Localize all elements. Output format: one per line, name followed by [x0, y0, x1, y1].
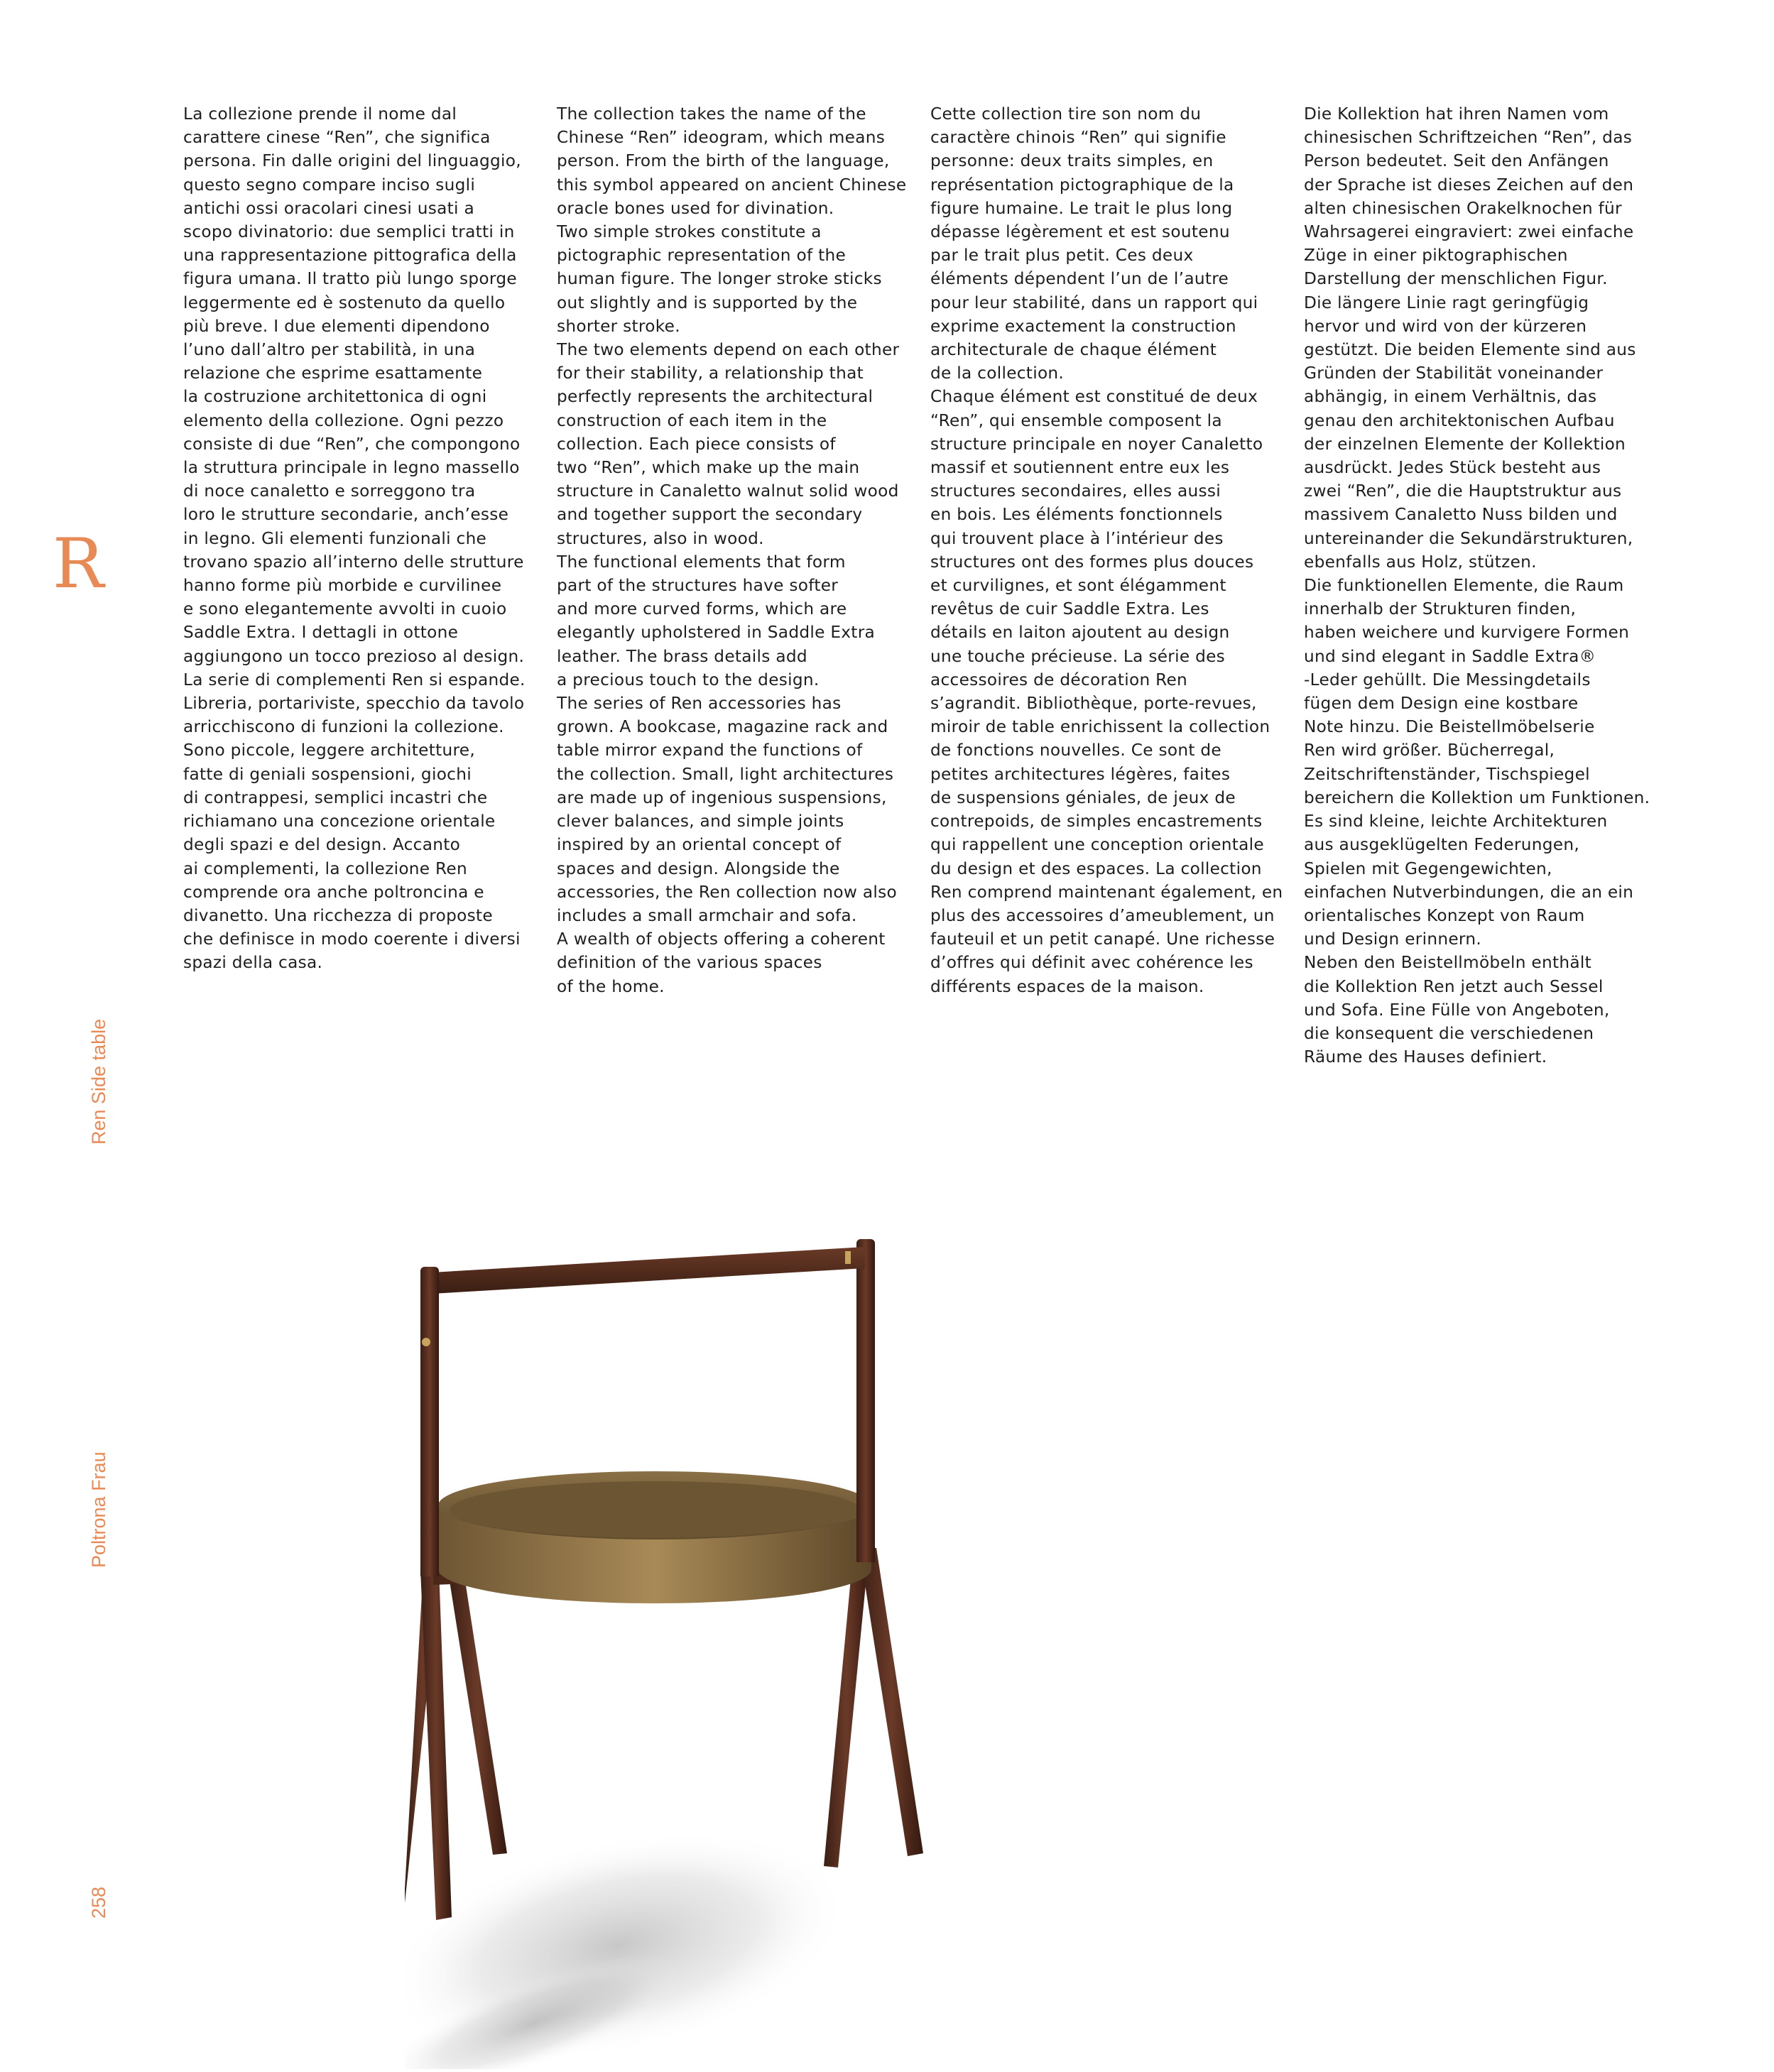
page-number: 258 [88, 1886, 109, 1919]
brand-label: Poltrona Frau [88, 1451, 109, 1568]
text-column-german: Die Kollektion hat ihren Namen vom chinesischen Schriftzeichen “Ren”, das Person bedeutet. Seit den Anfängen der Sprache ist dieses Zeichen auf den alten chinesischen Orakelknochen für Wahrsagerei eingraviert: zwei einfache Züge in einer piktographischen Darstellung der menschlichen Figur. Die längere Linie ragt geringfügig hervor und wird von der kürzeren gestützt. Die beiden Elemente sind aus Gründen der Stabilität voneinander abhängig, in einem Verhältnis, das genau den architektonischen Aufbau der einzelnen Elemente der Kollektion ausdrückt. Jedes Stück besteht aus zwei “Ren”, die die Hauptstruktur aus massivem Canaletto Nuss bilden und untereinander die Sekundärstrukturen, ebenfalls aus Holz, stützen. Die funktionellen Elemente, die Raum innerhalb der Strukturen finden, haben weichere und kurvigere Formen und sind elegant in Saddle Extra® -Leder gehüllt. Die Messingdetails fügen dem Design eine kostbare Note hinzu. Die Beistellmöbelserie Ren wird größer. Bücherregal, Zeitschriftenständer, Tischspiegel bereichern die Kollektion um Funktionen. Es sind kleine, leichte Architekturen aus ausgeklügelten Federungen, Spielen mit Gegengewichten, einfachen Nutverbindungen, die an ein orientalisches Konzept von Raum und Design erinnern. Neben den Beistellmöbeln enthält die Kollektion Ren jetzt auch Sessel und Sofa. Eine Fülle von Angeboten, die konsequent die verschiedenen Räume des Hauses definiert. [1304, 104, 1650, 1067]
product-name-label: Ren Side table [88, 1018, 109, 1145]
text-column-italian: La collezione prende il nome dal carattere cinese “Ren”, che significa persona. Fin dalle origini del linguaggio, questo segno compare inciso sugli antichi ossi oracolari cinesi usati a scopo divinatorio: due semplici tratti in una rappresentazione pittografica della figura umana. Il tratto più lungo sporge leggermente ed è sostenuto da quello più breve. I due elementi dipendono l’uno dall’altro per stabilità, in una relazione che esprime esattamente la costruzione architettonica di ogni elemento della collezione. Ogni pezzo consiste di due “Ren”, che compongono la struttura principale in legno massello di noce canaletto e sorreggono tra loro le strutture secondarie, anch’esse in legno. Gli elementi funzionali che trovano spazio all’interno delle strutture hanno forme più morbide e curvilinee e sono elegantemente avvolti in cuoio Saddle Extra. I dettagli in ottone aggiungono un tocco prezioso al design. La serie di complementi Ren si espande. Libreria, portariviste, specchio da tavolo arricchiscono di funzioni la collezione. Sono piccole, leggere architetture, fatte di geniali sospensioni, giochi di contrappesi, semplici incastri che richiamano una concezione orientale degli spazi e del design. Accanto ai complementi, la collezione Ren comprende ora anche poltroncina e divanetto. Una ricchezza di proposte che definisce in modo coerente i diversi spazi della casa. [183, 104, 526, 973]
text-column-french: Cette collection tire son nom du caractère chinois “Ren” qui signifie personne: deux traits simples, en représentation pictographique de la figure humaine. Le trait le plus long dépasse légèrement et est soutenu par le trait plus petit. Ces deux éléments dépendent l’un de l’autre pour leur stabilité, dans un rapport qui exprime exactement la construction architecturale de chaque élément de la collection. Chaque élément est constitué de deux “Ren”, qui ensemble composent la structure principale en noyer Canaletto massif et soutiennent entre eux les structures secondaires, elles aussi en bois. Les éléments fonctionnels qui trouvent place à l’intérieur des structures ont des formes plus douces et curvilignes, et sont élégamment revêtus de cuir Saddle Extra. Les détails en laiton ajoutent au design une touche précieuse. La série des accessoires de décoration Ren s’agrandit. Bibliothèque, porte-revues, miroir de table enrichissent la collection de fonctions nouvelles. Ce sont de petites architectures légères, faites de suspensions géniales, de jeux de contrepoids, de simples encastrements qui rappellent une conception orientale du design et des espaces. La collection Ren comprend maintenant également, en plus des accessoires d’ameublement, un fauteuil et un petit canapé. Une richesse d’offres qui définit avec cohérence les différents espaces de la maison. [930, 104, 1283, 996]
section-initial: R [53, 524, 104, 604]
product-photo [405, 1236, 1200, 2069]
text-column-english: The collection takes the name of the Chinese “Ren” ideogram, which means person. From the birth of the language, this symbol appeared on ancient Chinese oracle bones used for divination. Two simple strokes constitute a pictographic representation of the human figure. The longer stroke sticks out slightly and is supported by the shorter stroke. The two elements depend on each other for their stability, a relationship that perfectly represents the architectural construction of each item in the collection. Each piece consists of two “Ren”, which make up the main structure in Canaletto walnut solid wood and together support the secondary structures, also in wood. The functional elements that form part of the structures have softer and more curved forms, which are elegantly upholstered in Saddle Extra leather. The brass details add a precious touch to the design. The series of Ren accessories has grown. A bookcase, magazine rack and table mirror expand the functions of the collection. Small, light architectures are made up of ingenious suspensions, clever balances, and simple joints inspired by an oriental concept of spaces and design. Alongside the accessories, the Ren collection now also includes a small armchair and sofa. A wealth of objects offering a coherent definition of the various spaces of the home. [557, 104, 907, 996]
side-table-illustration [405, 1236, 1200, 2069]
